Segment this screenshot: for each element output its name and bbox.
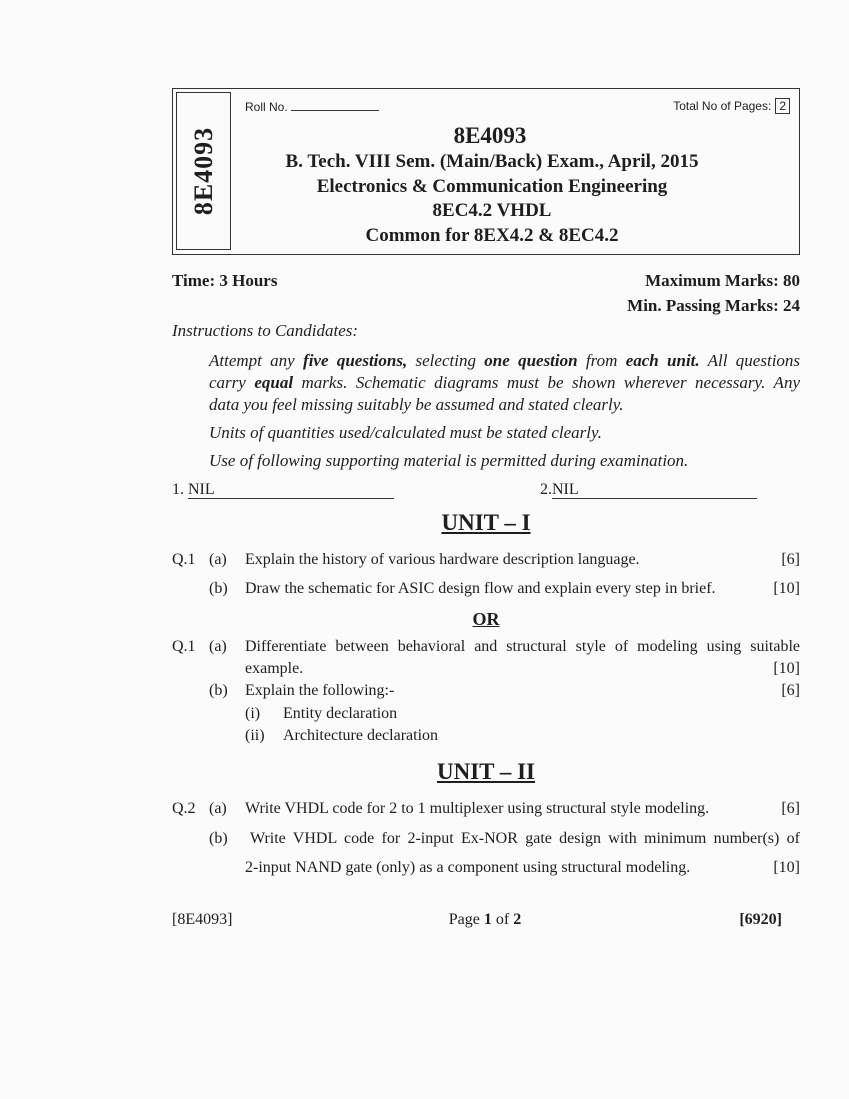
q1a-marks: [6] [781, 551, 800, 568]
q2b-text-2: 2-input NAND gate (only) as a component using structural modeling. [245, 859, 691, 876]
q2a-marks: [6] [781, 800, 800, 817]
text-fragment: NIL [188, 482, 394, 499]
total-pages [600, 98, 790, 114]
or-divider: OR [472, 609, 500, 629]
side-code-box [176, 92, 231, 250]
text-fragment: NIL [552, 482, 757, 499]
common-for: Common for 8EX4.2 & 8EC4.2 [365, 225, 619, 246]
time: Time: 3 Hours [172, 271, 278, 290]
instructions-line-1 [209, 352, 800, 369]
roll-no [245, 101, 379, 113]
text-fragment: 1. [172, 481, 184, 498]
text-fragment: Attempt any [209, 351, 304, 370]
q1c-text-1: Differentiate between behavioral and structural style of modeling using suitable [245, 638, 800, 655]
material-2 [540, 482, 757, 499]
q2b-text-1: Write VHDL code for 2-input Ex-NOR gate design with minimum number(s) of [250, 830, 800, 847]
q2a-label: (a) [209, 800, 227, 817]
q2b-label: (b) [209, 830, 228, 847]
roll-no-label: Roll No. [245, 100, 288, 114]
total-pages-value: 2 [775, 98, 790, 114]
text-fragment: five questions, [303, 351, 408, 370]
roll-no-field[interactable] [291, 110, 379, 111]
text-fragment: marks. Schematic diagrams must be shown wherever necessary. Any [293, 373, 800, 392]
q1c-label: (a) [209, 638, 227, 655]
q2a-text: Write VHDL code for 2 to 1 multiplexer using structural style modeling. [245, 800, 710, 817]
footer-page [380, 912, 590, 928]
min-marks: Min. Passing Marks: 24 [627, 296, 800, 315]
text-fragment: from [577, 351, 626, 370]
unit-2-title: UNIT – II [437, 759, 535, 784]
text-fragment: 2 [513, 911, 522, 928]
q2b-marks: [10] [773, 859, 800, 876]
q1b-marks: [10] [773, 580, 800, 597]
max-marks: Maximum Marks: 80 [645, 271, 800, 290]
q1-number: Q.1 [172, 551, 196, 568]
paper-code: 8E4093 [453, 123, 527, 148]
footer-code: [8E4093] [172, 911, 233, 928]
q1b-text: Draw the schematic for ASIC design flow and explain every step in brief. [245, 580, 716, 597]
text-fragment: carry [209, 373, 255, 392]
exam-title: B. Tech. VIII Sem. (Main/Back) Exam., April, 2015 [285, 151, 699, 172]
text-fragment: equal [254, 373, 294, 392]
instructions-line-2 [209, 374, 800, 391]
q1d-text: Explain the following:- [245, 682, 395, 699]
q1d-ii-text: Architecture declaration [283, 727, 439, 744]
text-fragment: 1 [483, 911, 492, 928]
q1c-text-2: example. [245, 660, 304, 677]
q1d-label: (b) [209, 682, 228, 699]
subject: 8EC4.2 VHDL [432, 200, 552, 221]
q1a-text: Explain the history of various hardware description language. [245, 551, 640, 568]
text-fragment: 2. [540, 481, 552, 498]
text-fragment: Page [448, 911, 484, 928]
text-fragment: each unit. [625, 351, 700, 370]
side-code: 8E4093 [188, 126, 218, 216]
instructions-line-3: data you feel missing suitably be assumed and stated clearly. [209, 395, 624, 414]
text-fragment: one question [484, 351, 578, 370]
instructions-material: Use of following supporting material is permitted during examination. [209, 451, 689, 470]
unit-1-title: UNIT – I [441, 510, 531, 535]
q2-number: Q.2 [172, 800, 196, 817]
q1d-ii-label: (ii) [245, 727, 265, 744]
text-fragment: of [491, 911, 514, 928]
q1d-i-text: Entity declaration [283, 705, 398, 722]
instructions-title: Instructions to Candidates: [172, 321, 359, 340]
q1-alt-number: Q.1 [172, 638, 196, 655]
q1b-label: (b) [209, 580, 228, 597]
material-1 [172, 482, 394, 499]
branch: Electronics & Communication Engineering [316, 176, 668, 197]
footer-serial: [6920] [739, 911, 782, 928]
q1d-i-label: (i) [245, 705, 261, 722]
q1a-label: (a) [209, 551, 227, 568]
text-fragment: All questions [699, 351, 801, 370]
q1d-marks: [6] [781, 682, 800, 699]
text-fragment: selecting [407, 351, 485, 370]
instructions-units: Units of quantities used/calculated must be stated clearly. [209, 423, 602, 442]
total-pages-label: Total No of Pages: [673, 99, 772, 113]
q1c-marks: [10] [773, 660, 800, 677]
